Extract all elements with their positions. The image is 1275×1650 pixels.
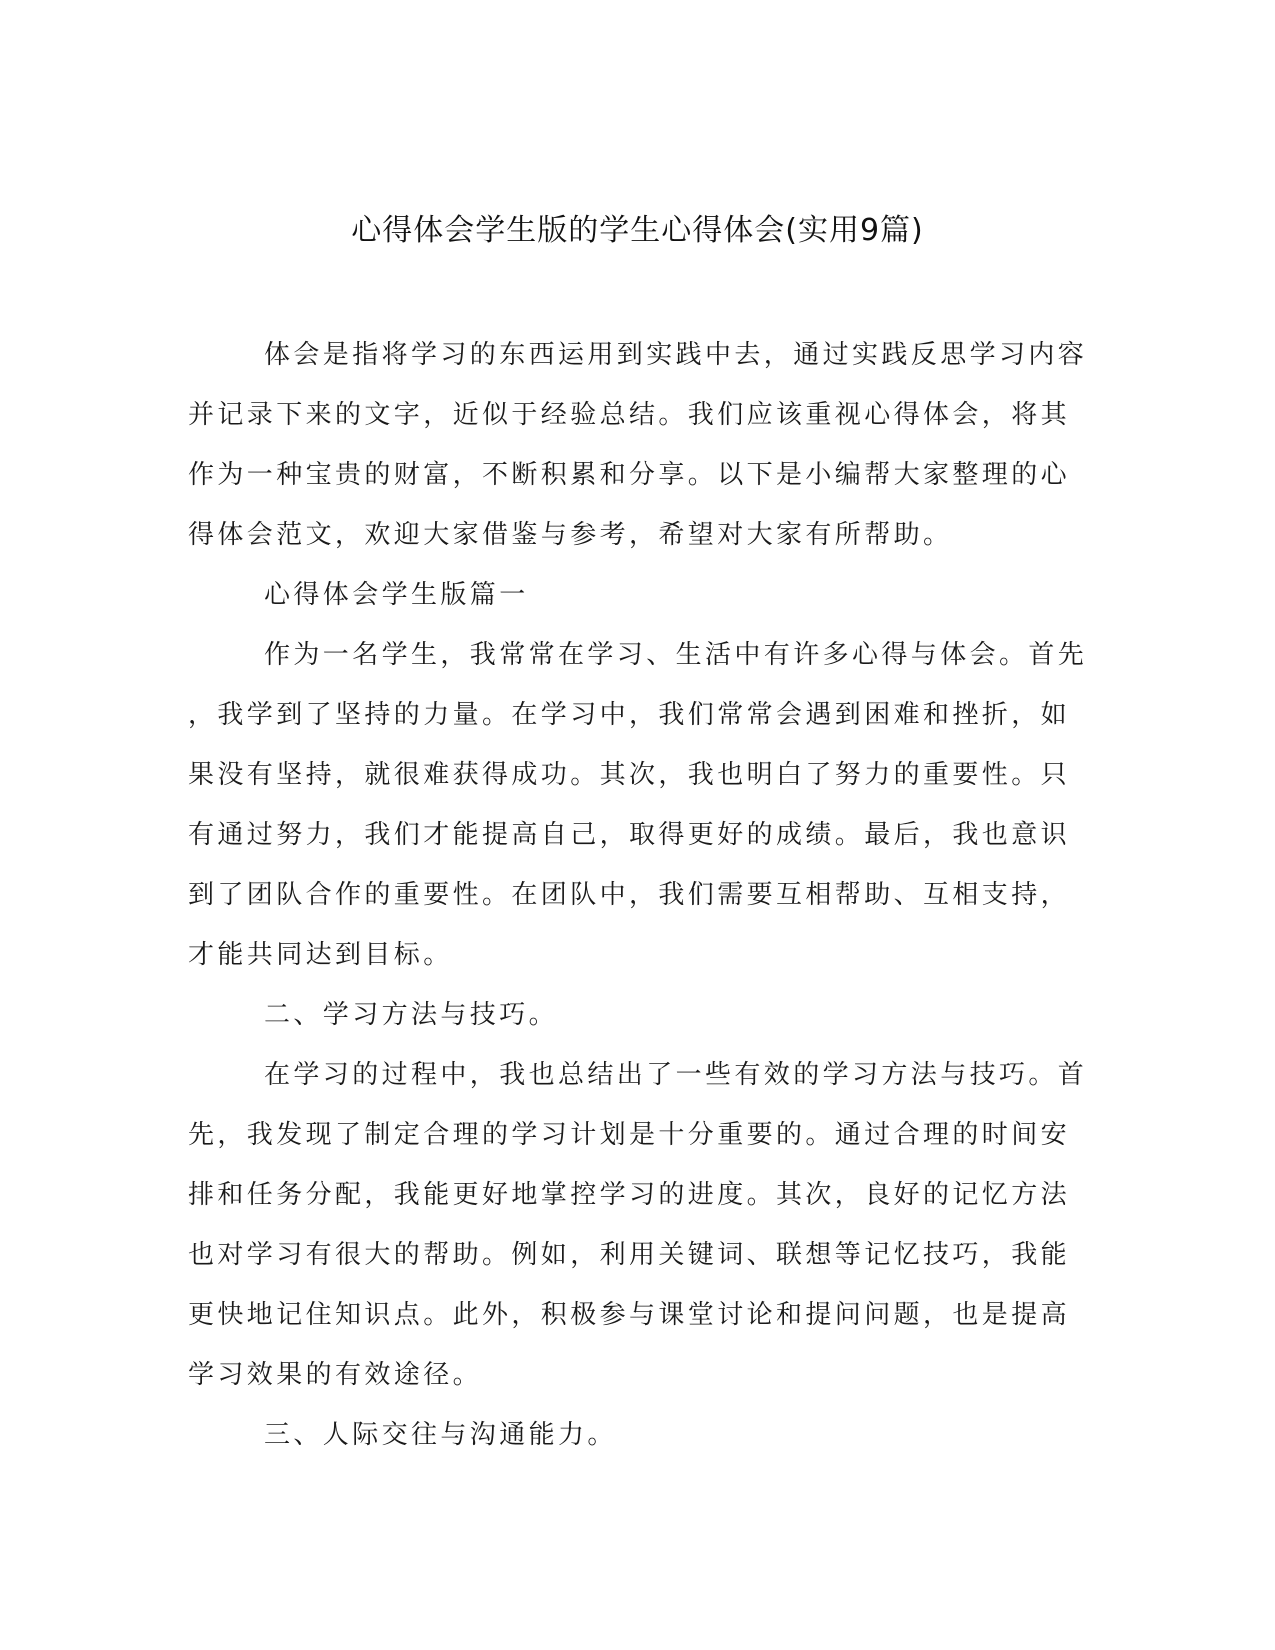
text-line: 先，我发现了制定合理的学习计划是十分重要的。通过合理的时间安 <box>188 1120 1071 1150</box>
text-line: 三、人际交往与沟通能力。 <box>264 1420 617 1450</box>
text-line: 到了团队合作的重要性。在团队中，我们需要互相帮助、互相支持， <box>188 880 1071 910</box>
text-line: 也对学习有很大的帮助。例如，利用关键词、联想等记忆技巧，我能 <box>188 1240 1071 1270</box>
text-line: 更快地记住知识点。此外，积极参与课堂讨论和提问问题，也是提高 <box>188 1300 1071 1330</box>
text-line: 并记录下来的文字，近似于经验总结。我们应该重视心得体会，将其 <box>188 400 1071 430</box>
text-line: 果没有坚持，就很难获得成功。其次，我也明白了努力的重要性。只 <box>188 760 1071 790</box>
text-line: 有通过努力，我们才能提高自己，取得更好的成绩。最后，我也意识 <box>188 820 1071 850</box>
document-body <box>188 325 1088 1465</box>
text-line: 体会是指将学习的东西运用到实践中去，通过实践反思学习内容 <box>264 340 1088 370</box>
document-title: 心得体会学生版的学生心得体会(实用9篇) <box>351 213 924 248</box>
text-line: 学习效果的有效途径。 <box>188 1360 483 1390</box>
text-line: 作为一种宝贵的财富，不断积累和分享。以下是小编帮大家整理的心 <box>188 460 1071 490</box>
text-line: 作为一名学生，我常常在学习、生活中有许多心得与体会。首先 <box>264 640 1088 670</box>
text-line: 二、学习方法与技巧。 <box>264 1000 559 1030</box>
text-line: 在学习的过程中，我也总结出了一些有效的学习方法与技巧。首 <box>264 1060 1088 1090</box>
text-line: 才能共同达到目标。 <box>188 940 453 970</box>
text-line: 得体会范文，欢迎大家借鉴与参考，希望对大家有所帮助。 <box>188 520 953 550</box>
text-line: 心得体会学生版篇一 <box>264 580 529 610</box>
text-line: ，我学到了坚持的力量。在学习中，我们常常会遇到困难和挫折，如 <box>188 700 1071 730</box>
text-line: 排和任务分配，我能更好地掌控学习的进度。其次，良好的记忆方法 <box>188 1180 1071 1210</box>
